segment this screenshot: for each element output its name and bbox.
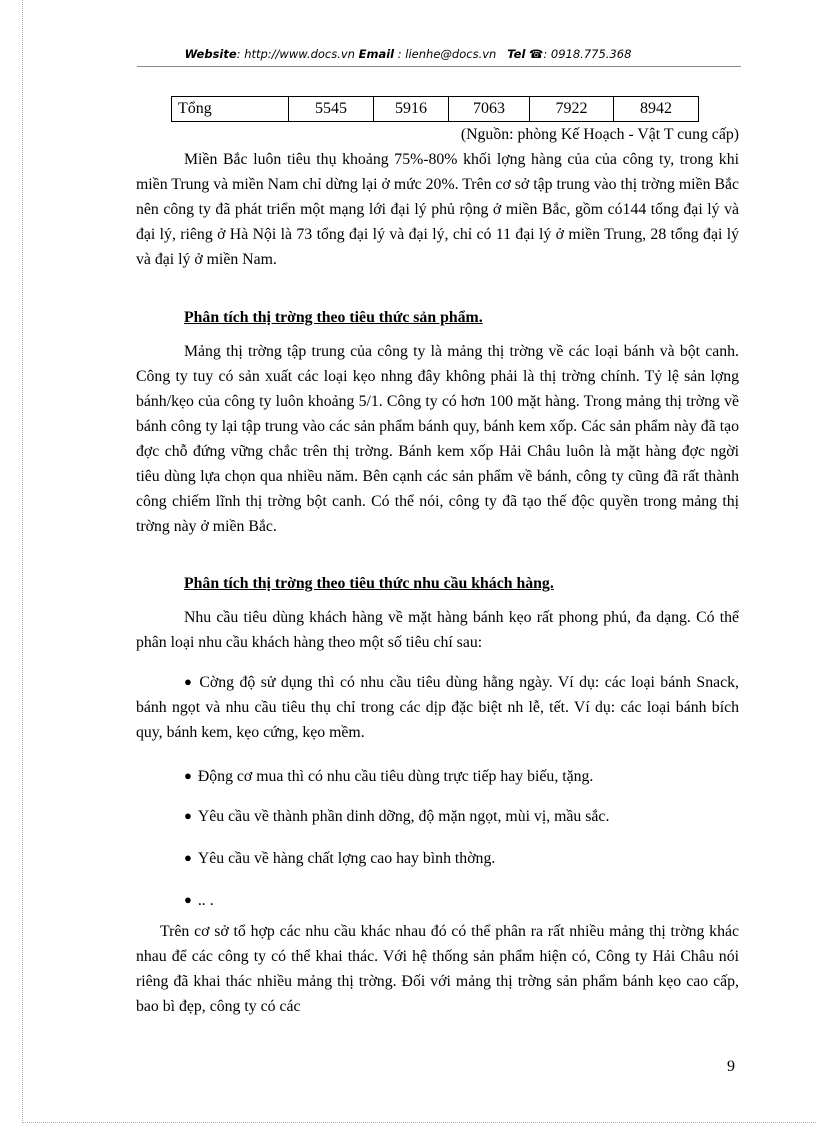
table-cell: 7063	[449, 97, 530, 122]
bullet-icon: ●	[184, 850, 192, 865]
bullet-text: .. .	[197, 892, 214, 909]
website-label: Website	[184, 47, 237, 61]
page-left-border	[22, 0, 23, 1123]
bullet-item	[136, 887, 739, 913]
tel-value: : 0918.775.368	[543, 47, 632, 61]
bullet-text: Yêu cầu về thành phần dinh dỡng, độ mặn ngọt, mùi vị, mầu sắc.	[197, 808, 610, 825]
email-label: Email	[358, 47, 395, 61]
source-note: (Nguồn: phòng Kế Hoạch - Vật T cung cấp)	[460, 126, 739, 143]
paragraph-1: Miền Bắc luôn tiêu thụ khoảng 75%-80% khối lợng hàng của của công ty, trong khi miền Trung và miền Nam chỉ dừng lại ở mức 20%. Trên cơ sở tập trung vào thị trờng miền Bắc nên công ty đã phát triển một mạng lới đại lý phủ rộng ở miền Bắc, gồm có144 tổng đại lý và đại lý, riêng ở Hà Nội là 73 tổng đại lý và đại lý, chỉ có 11 đại lý ở miền Trung, 28 tổng đại lý và đại lý ở miền Nam.	[136, 151, 739, 268]
table-cell: 5545	[289, 97, 374, 122]
page-number: 9	[727, 1058, 735, 1075]
table-cell: 5916	[374, 97, 449, 122]
bullet-icon: ●	[184, 892, 192, 907]
paragraph-4: Trên cơ sở tổ hợp các nhu cầu khác nhau đó có thể phân ra rất nhiều mảng thị trờng khác nhau để các công ty có thể khai thác. Với hệ thống sản phẩm hiện có, Công ty Hải Châu nói riêng đã khai thác nhiều mảng thị trờng. Đối với mảng thị trờng sản phẩm bánh kẹo cao cấp, bao bì đẹp, công ty có các	[136, 923, 739, 1015]
paragraph-3: Nhu cầu tiêu dùng khách hàng về mặt hàng bánh kẹo rất phong phú, đa dạng. Có thể phân loại nhu cầu khách hàng theo một số tiêu chí sau:	[136, 609, 739, 651]
bullet-item	[136, 763, 739, 789]
table-row-label: Tổng	[172, 97, 289, 122]
tel-label: Tel	[507, 47, 526, 61]
bullet-icon: ●	[184, 808, 192, 823]
bullet-icon: ●	[184, 674, 194, 689]
header-rule	[137, 66, 741, 67]
paragraph-2: Mảng thị trờng tập trung của công ty là mảng thị trờng về các loại bánh và bột canh. Công ty tuy có sản xuất các loại kẹo nhng đây không phải là thị trờng chính. Tỷ lệ sản lợng bánh/kẹo của công ty luôn khoảng 5/1. Công ty có hơn 100 mặt hàng. Trong mảng thị trờng về bánh công ty lại tập trung vào các sản phẩm bánh quy, bánh kem xốp. Các sản phẩm này đã tạo đợc chỗ đứng vững chắc trên thị trờng. Bánh kem xốp Hải Châu luôn là mặt hàng đợc ngời tiêu dùng lựa chọn qua nhiều năm. Bên cạnh các sản phẩm về bánh, công ty cũng đã rất thành công chiếm lĩnh thị trờng bột canh. Có thể nói, công ty đã tạo thế độc quyền trong mảng thị trờng này ở miền Bắc.	[136, 343, 739, 535]
website-link[interactable]: : http://www.docs.vn	[236, 47, 355, 61]
bullet-text: Động cơ mua thì có nhu cầu tiêu dùng trực tiếp hay biếu, tặng.	[197, 768, 594, 785]
section-heading-1: Phân tích thị trờng theo tiêu thức sản phẩm.	[184, 309, 483, 326]
table-cell: 7922	[530, 97, 614, 122]
bullet-item	[136, 669, 739, 745]
phone-icon: ☎	[529, 47, 544, 61]
total-table	[171, 96, 699, 122]
bullet-item	[136, 803, 739, 829]
table-row	[172, 97, 699, 122]
bullet-text: Yêu cầu về hàng chất lợng cao hay bình thờng.	[197, 850, 496, 867]
page-header	[0, 47, 816, 61]
bullet-item	[136, 845, 739, 871]
table-cell: 8942	[614, 97, 699, 122]
section-heading-2: Phân tích thị trờng theo tiêu thức nhu cầu khách hàng.	[184, 575, 554, 592]
bullet-icon: ●	[184, 768, 192, 783]
email-link[interactable]: : lienhe@docs.vn	[394, 47, 497, 61]
bullet-text: Cờng độ sử dụng thì có nhu cầu tiêu dùng hằng ngày. Ví dụ: các loại bánh Snack, bánh ngọt và nhu cầu tiêu thụ chỉ trong các dịp đặc biệt nh lễ, tết. Ví dụ: các loại bánh bích quy, bánh kem, kẹo cứng, kẹo mềm.	[136, 674, 739, 741]
